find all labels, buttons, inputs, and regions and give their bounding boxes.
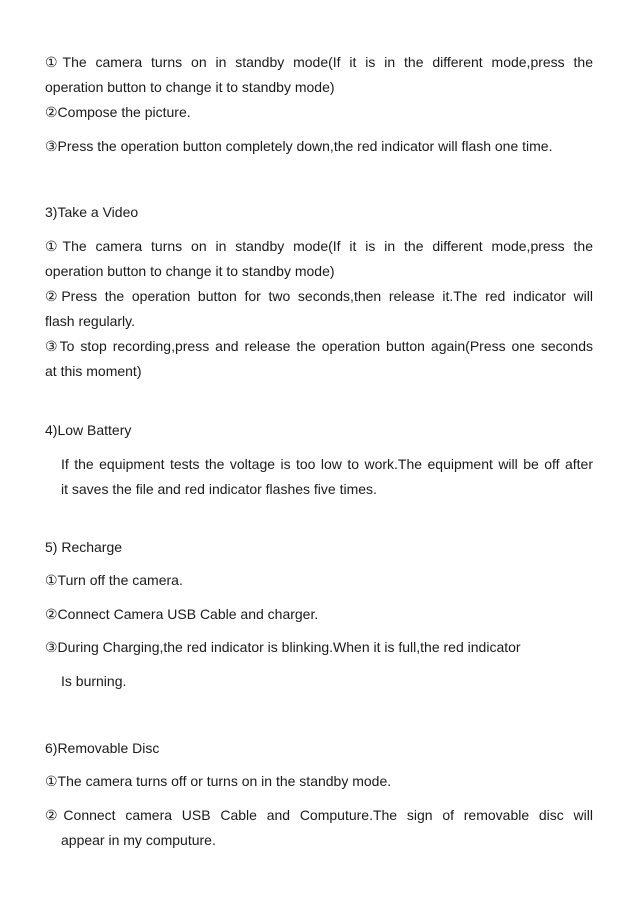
photo-step-2: ②Compose the picture.	[45, 104, 191, 120]
low-battery-heading: 4)Low Battery	[45, 422, 132, 438]
disc-step-2-line-1: ②Connect camera USB Cable and Computure.The sign of removable disc will	[45, 807, 593, 823]
photo-step-1-line-2: operation button to change it to standby mode)	[45, 79, 335, 95]
video-step-3-line-2: at this moment)	[45, 363, 142, 379]
video-step-1-line-2: operation button to change it to standby mode)	[45, 263, 335, 279]
photo-step-3: ③Press the operation button completely down,the red indicator will flash one time.	[45, 138, 553, 154]
video-step-3-line-1: ③To stop recording,press and release the operation button again(Press one seconds	[45, 338, 593, 354]
video-step-2-line-2: flash regularly.	[45, 313, 136, 329]
removable-disc-heading: 6)Removable Disc	[45, 740, 160, 756]
take-video-heading: 3)Take a Video	[45, 204, 139, 220]
recharge-step-3-line-2: Is burning.	[61, 673, 127, 689]
video-step-2-line-1: ②Press the operation button for two seconds,then release it.The red indicator will	[45, 288, 593, 304]
photo-step-1-line-1: ①The camera turns on in standby mode(If it is in the different mode,press the	[45, 54, 593, 70]
low-battery-line-1: If the equipment tests the voltage is too low to work.The equipment will be off after	[61, 456, 593, 472]
recharge-step-2: ②Connect Camera USB Cable and charger.	[45, 606, 319, 622]
disc-step-1: ①The camera turns off or turns on in the standby mode.	[45, 773, 392, 789]
video-step-1-line-1: ①The camera turns on in standby mode(If it is in the different mode,press the	[45, 238, 593, 254]
recharge-step-3-line-1: ③During Charging,the red indicator is blinking.When it is full,the red indicator	[45, 639, 521, 655]
low-battery-line-2: it saves the file and red indicator flashes five times.	[61, 481, 377, 497]
recharge-step-1: ①Turn off the camera.	[45, 572, 183, 588]
recharge-heading: 5) Recharge	[45, 539, 123, 555]
disc-step-2-line-2: appear in my computure.	[61, 832, 216, 848]
